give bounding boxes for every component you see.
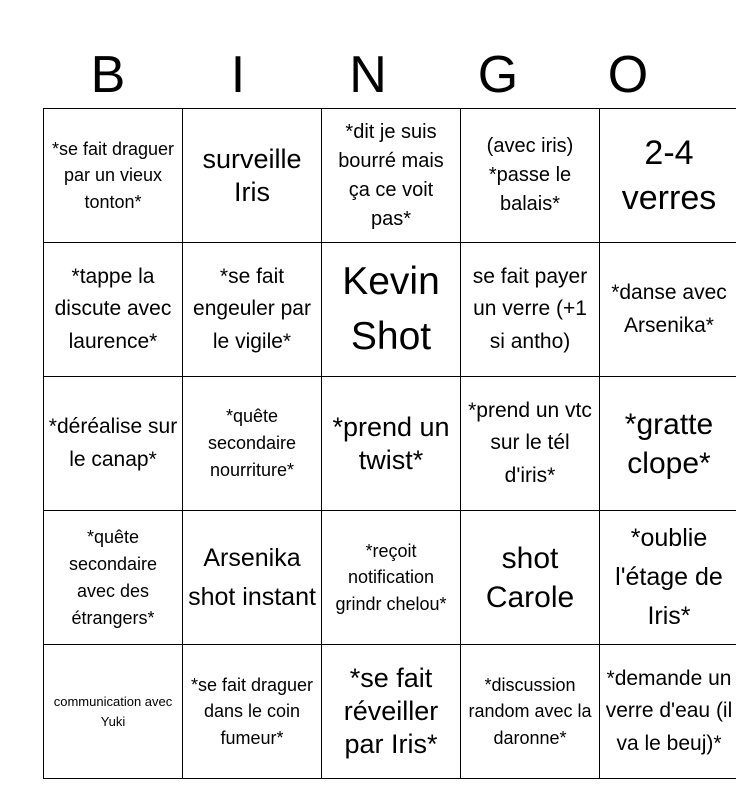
bingo-cell[interactable]: communication avec Yuki <box>44 645 183 779</box>
bingo-grid <box>43 108 736 779</box>
bingo-cell[interactable]: se fait payer un verre (+1 si antho) <box>461 243 600 377</box>
bingo-cell[interactable]: shot Carole <box>461 511 600 645</box>
bingo-cell[interactable]: *dit je suis bourré mais ça ce voit pas* <box>322 109 461 243</box>
grid-row <box>44 511 736 645</box>
bingo-cell[interactable]: *danse avec Arsenika* <box>600 243 736 377</box>
grid-row <box>44 377 736 511</box>
bingo-header <box>43 40 693 110</box>
bingo-cell[interactable]: *se fait draguer par un vieux tonton* <box>44 109 183 243</box>
grid-row <box>44 645 736 779</box>
bingo-cell[interactable]: *gratte clope* <box>600 377 736 511</box>
bingo-cell[interactable]: *demande un verre d'eau (il va le beuj)* <box>600 645 736 779</box>
header-letter-n: N <box>349 46 387 104</box>
header-letter-g: G <box>477 46 519 104</box>
bingo-cell[interactable]: *quête secondaire nourriture* <box>183 377 322 511</box>
bingo-cell[interactable]: 2-4 verres <box>600 109 736 243</box>
bingo-cell[interactable]: *se fait engeuler par le vigile* <box>183 243 322 377</box>
header-letter-b: B <box>90 46 126 104</box>
bingo-cell[interactable]: *prend un twist* <box>322 377 461 511</box>
bingo-cell[interactable]: *quête secondaire avec des étrangers* <box>44 511 183 645</box>
bingo-cell[interactable]: *se fait réveiller par Iris* <box>322 645 461 779</box>
header-letter-o: O <box>607 46 649 104</box>
bingo-cell[interactable]: (avec iris) *passe le balais* <box>461 109 600 243</box>
bingo-cell[interactable]: *se fait draguer dans le coin fumeur* <box>183 645 322 779</box>
bingo-cell[interactable]: *oublie l'étage de Iris* <box>600 511 736 645</box>
bingo-cell[interactable]: *prend un vtc sur le tél d'iris* <box>461 377 600 511</box>
bingo-cell[interactable]: surveille Iris <box>183 109 322 243</box>
grid-row <box>44 109 736 243</box>
bingo-cell[interactable]: Kevin Shot <box>322 243 461 377</box>
bingo-cell[interactable]: Arsenika shot instant <box>183 511 322 645</box>
header-letter-i: I <box>230 46 246 104</box>
grid-row <box>44 243 736 377</box>
bingo-cell[interactable]: *discussion random avec la daronne* <box>461 645 600 779</box>
bingo-cell[interactable]: *tappe la discute avec laurence* <box>44 243 183 377</box>
bingo-cell[interactable]: *reçoit notification grindr chelou* <box>322 511 461 645</box>
bingo-cell[interactable]: *déréalise sur le canap* <box>44 377 183 511</box>
